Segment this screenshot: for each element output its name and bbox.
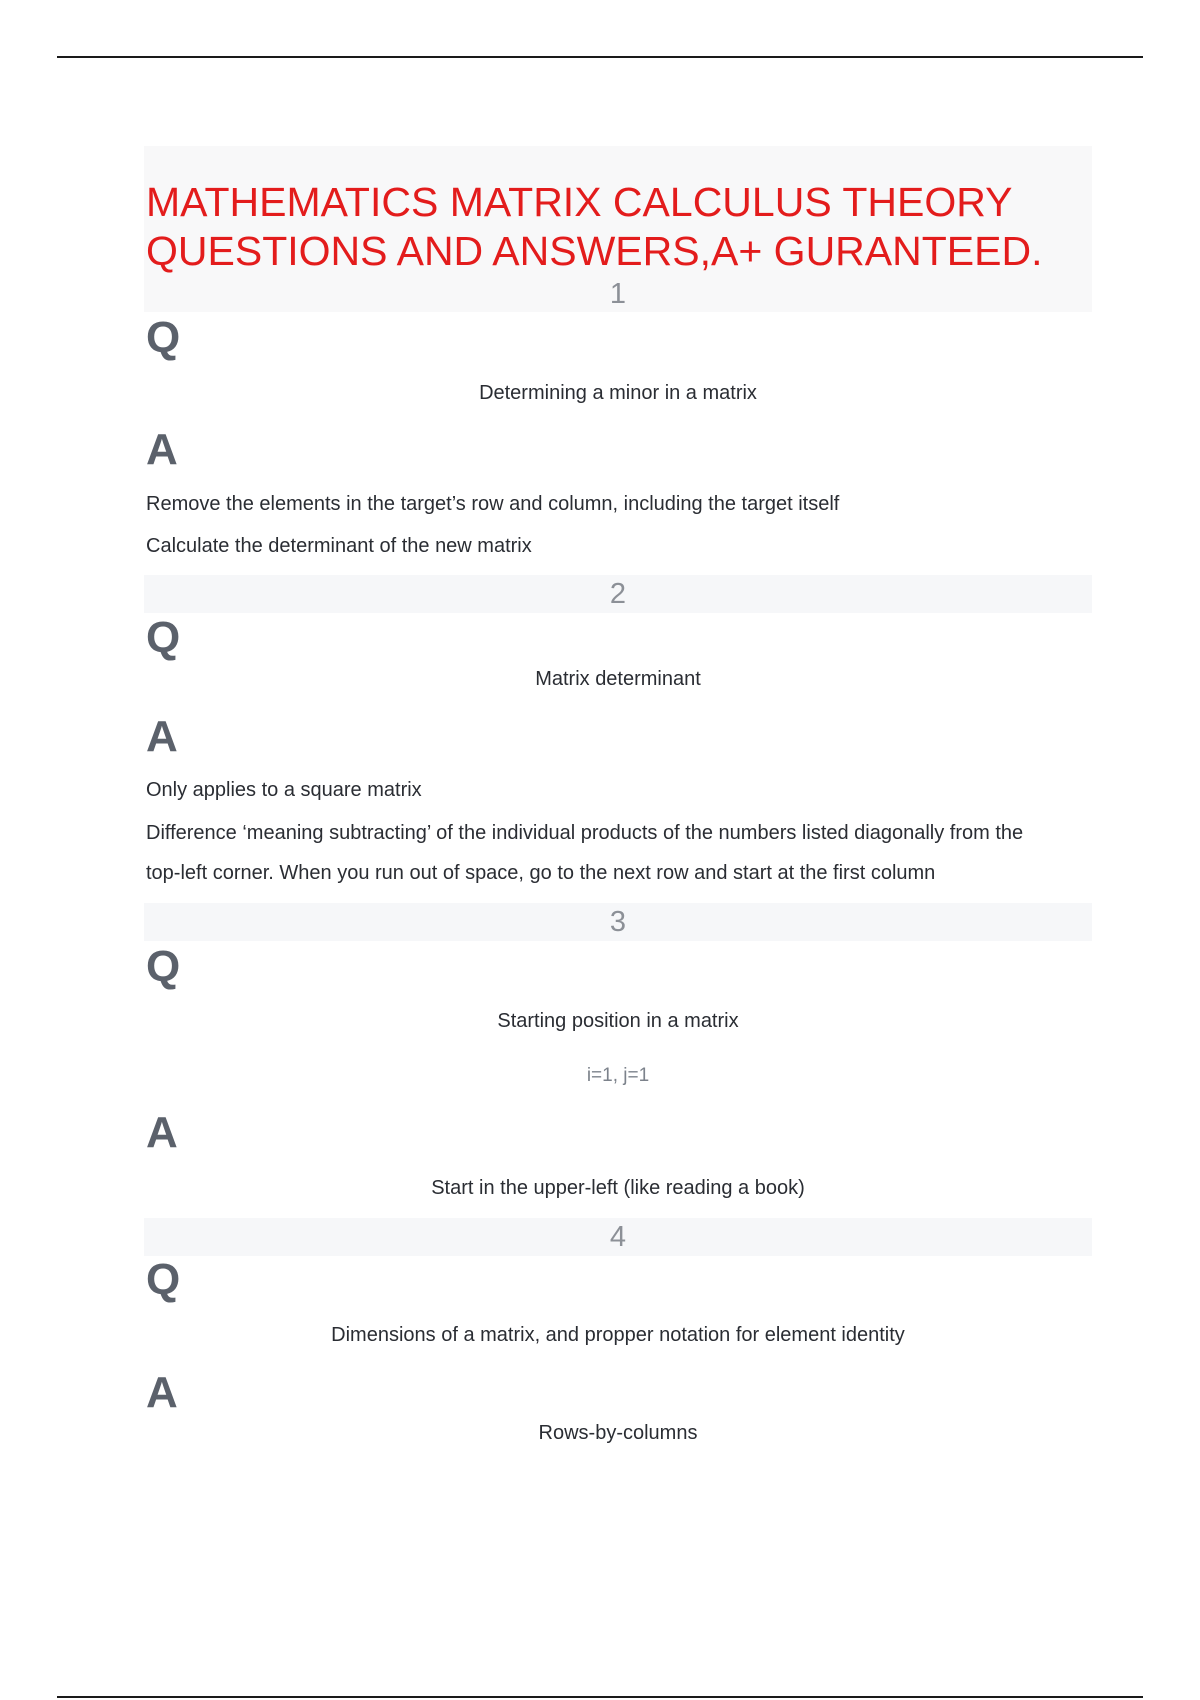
- question-label-3: Q: [146, 942, 181, 991]
- question-label-4: Q: [146, 1255, 181, 1304]
- footer-rule: [57, 1696, 1143, 1698]
- question-3-note: i=1, j=1: [586, 1065, 650, 1086]
- title-line-1: MATHEMATICS MATRIX CALCULUS THEORY: [146, 179, 1013, 225]
- answer-label-2: A: [146, 712, 178, 761]
- title-line-2: QUESTIONS AND ANSWERS,A+ GURANTEED.: [146, 228, 1043, 274]
- question-2-text: Matrix determinant: [535, 668, 701, 690]
- header-rule: [57, 56, 1143, 58]
- item-number-4: 4: [609, 1221, 627, 1253]
- answer-label-3: A: [146, 1108, 178, 1157]
- question-1-text: Determining a minor in a matrix: [479, 382, 757, 404]
- answer-label-4: A: [146, 1368, 178, 1417]
- answer-4-line-1: Rows-by-columns: [538, 1422, 698, 1444]
- item-number-1: 1: [609, 278, 627, 310]
- answer-label-1: A: [146, 425, 178, 474]
- question-4-text: Dimensions of a matrix, and propper notation for element identity: [331, 1324, 905, 1346]
- answer-2-line-1: Only applies to a square matrix: [146, 779, 422, 801]
- answer-2-line-3: top-left corner. When you run out of space, go to the next row and start at the first column: [146, 862, 936, 884]
- question-label-2: Q: [146, 613, 181, 662]
- answer-1-line-2: Calculate the determinant of the new matrix: [146, 535, 532, 557]
- item-number-3: 3: [609, 906, 627, 938]
- answer-3-line-1: Start in the upper-left (like reading a book): [431, 1177, 805, 1199]
- question-label-1: Q: [146, 313, 181, 362]
- item-number-2: 2: [609, 578, 627, 610]
- answer-1-line-1: Remove the elements in the target’s row and column, including the target itself: [146, 493, 840, 515]
- document-title: [146, 178, 1086, 276]
- answer-2-line-2: Difference ‘meaning subtracting’ of the individual products of the numbers listed diagonally from the: [146, 822, 1024, 844]
- question-3-text: Starting position in a matrix: [497, 1010, 739, 1032]
